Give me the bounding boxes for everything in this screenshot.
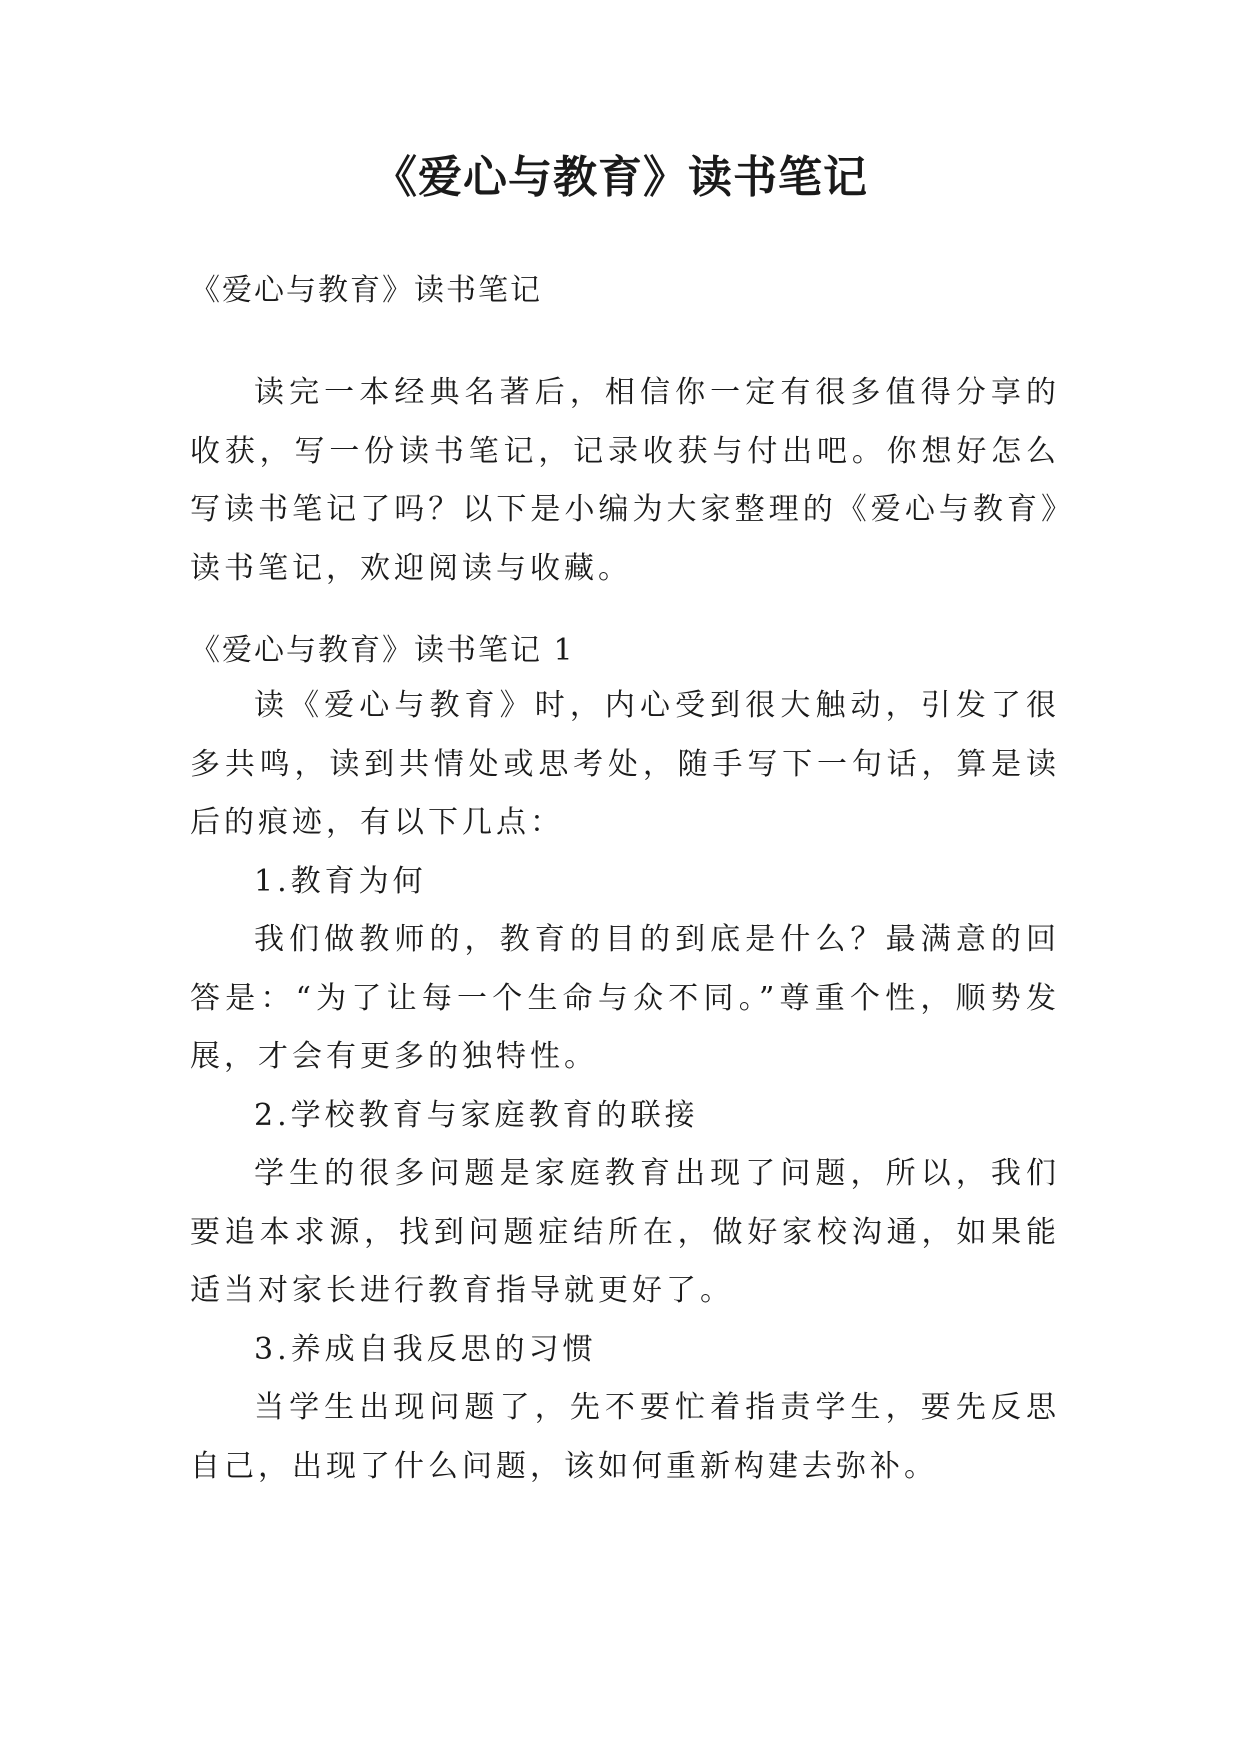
point-heading: 2.学校教育与家庭教育的联接 [254,1097,699,1133]
point-paragraph: 当学生出现问题了，先不要忙着指责学生，要先反思自己，出现了什么问题，该如何重新构建去弥补。 [190,1390,1060,1484]
section-lead-paragraph: 读《爱心与教育》时，内心受到很大触动，引发了很多共鸣，读到共情处或思考处，随手写下一句话，算是读后的痕迹，有以下几点： [190,688,1060,840]
intro-block [190,364,1060,598]
point-paragraph: 学生的很多问题是家庭教育出现了问题，所以，我们要追本求源，找到问题症结所在，做好家校沟通，如果能适当对家长进行教育指导就更好了。 [190,1156,1060,1308]
point-paragraph: 我们做教师的，教育的目的到底是什么？最满意的回答是：“为了让每一个生命与众不同。”尊重个性，顺势发展，才会有更多的独特性。 [190,922,1060,1074]
document-title: 《爱心与教育》读书笔记 [373,152,868,203]
point-heading: 3.养成自我反思的习惯 [254,1331,597,1367]
intro-paragraph: 读完一本经典名著后，相信你一定有很多值得分享的收获，写一份读书笔记，记录收获与付出吧。你想好怎么写读书笔记了吗？以下是小编为大家整理的《爱心与教育》读书笔记，欢迎阅读与收藏。 [190,375,1060,586]
point-heading: 1.教育为何 [254,863,427,899]
section-title: 《爱心与教育》读书笔记 1 [190,633,575,668]
section-body [190,677,1060,1496]
document-subtitle: 《爱心与教育》读书笔记 [190,273,542,308]
